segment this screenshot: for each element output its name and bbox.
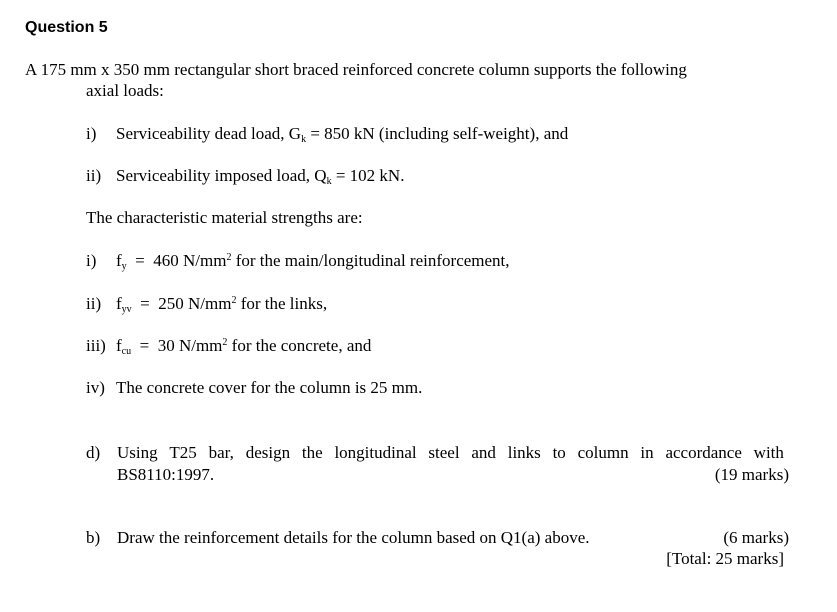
part-d-label: d) (86, 443, 101, 462)
strength-text: $f_{cu} = 30$ $N/mm^2$ for the concrete, and (116, 336, 372, 357)
intro-line-2: axial loads: (86, 81, 164, 100)
strength-item-cover (86, 378, 422, 398)
part-d-line-2: BS8110:1997. (117, 465, 215, 484)
part-b-marks: (6 marks) (723, 528, 789, 547)
strength-item-fcu (86, 336, 371, 356)
part-d-line-1: Using T25 bar, design the longitudinal steel and links to column in accordance with (117, 443, 784, 462)
load-item-imposed (86, 166, 404, 186)
part-b-label: b) (86, 528, 101, 547)
load-text: Serviceability imposed load, $Q_k = 102$ kN. (116, 166, 405, 187)
part-b-text: Draw the reinforcement details for the column based on Q1(a) above. (117, 528, 590, 547)
load-item-dead (86, 124, 568, 144)
question-heading: Question 5 (25, 19, 108, 36)
list-label: i) (86, 124, 97, 143)
strength-text: $f_y = 460$ $N/mm^2$ for the main/longitudinal reinforcement, (116, 251, 510, 272)
part-d-marks: (19 marks) (714, 465, 789, 484)
list-label: i) (86, 251, 97, 270)
intro-line-1: A 175 mm x 350 mm rectangular short braced reinforced concrete column supports the following (25, 60, 687, 79)
list-label: iii) (86, 336, 106, 355)
list-label: ii) (86, 166, 102, 185)
strength-item-fy (86, 251, 510, 271)
list-label: iv) (86, 378, 105, 397)
list-label: ii) (86, 294, 102, 313)
strength-item-fyv (86, 294, 327, 314)
strength-text: The concrete cover for the column is 25 mm. (116, 378, 423, 397)
strength-text: $f_{yv} = 250$ $N/mm^2$ for the links, (116, 294, 328, 315)
total-marks: [Total: 25 marks] (666, 549, 784, 568)
load-text: Serviceability dead load, $G_k = 850$ kN (including self-weight), and (116, 124, 569, 145)
strengths-intro: The characteristic material strengths are: (86, 208, 363, 227)
